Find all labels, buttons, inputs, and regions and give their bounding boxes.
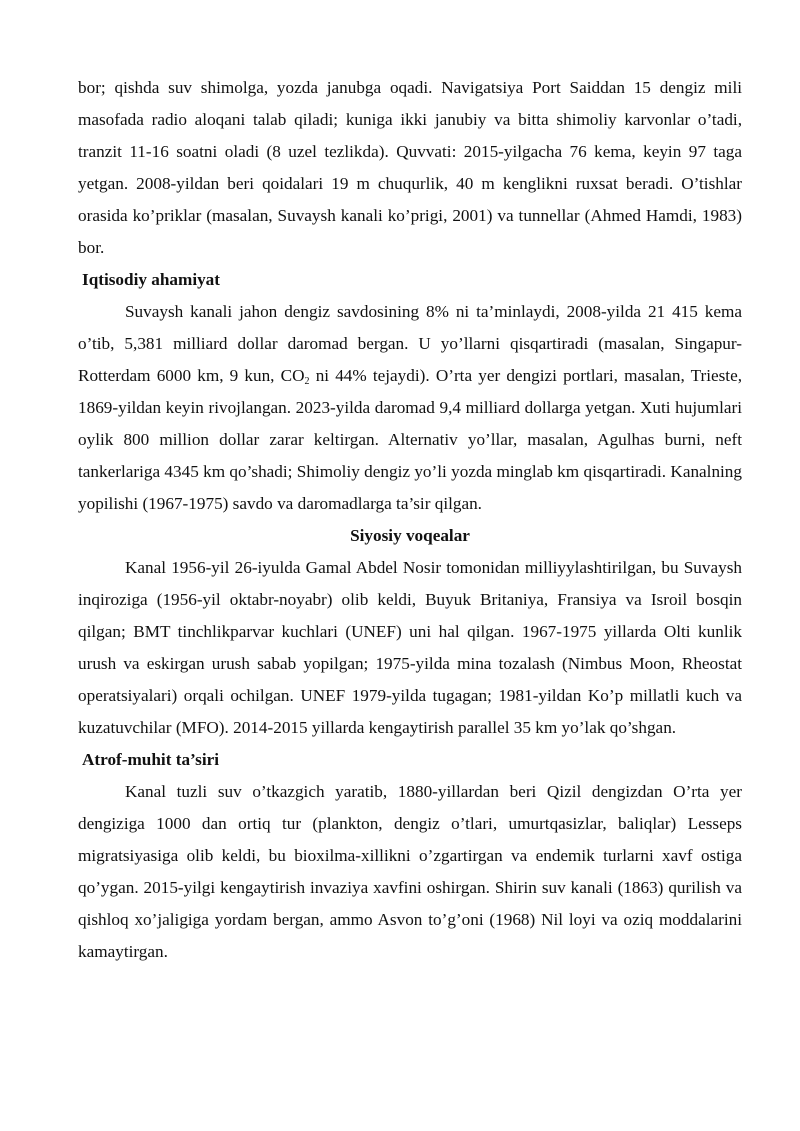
economic-paragraph — [78, 296, 742, 520]
document-page — [78, 72, 742, 968]
section-heading-environment: Atrof-muhit ta’siri — [82, 750, 219, 769]
section-heading-political: Siyosiy voqealar — [350, 526, 470, 545]
economic-text-part-1: Suvaysh kanali jahon dengiz savdosining 8% ni ta’minlaydi, 2008-yilda 21 415 kema o’tib, 5,381 milliard dollar daromad bergan. U yo’llarni qisqartiradi (masalan, Singapur-Rotterdam 6000 km, 9 kun, CO — [78, 302, 742, 385]
intro-paragraph: bor; qishda suv shimolga, yozda janubga oqadi. Navigatsiya Port Saiddan 15 dengiz mili masofada radio aloqani talab qiladi; kuniga ikki janubiy va bitta shimoliy karvonlar o’tadi, tranzit 11-16 soatni oladi (8 uzel tezlikda). Quvvati: 2015-yilgacha 76 kema, keyin 97 taga yetgan. 2008-yildan beri qoidalari 19 m chuqurlik, 40 m kenglikni ruxsat beradi. O’tishlar orasida ko’priklar (masalan, Suvaysh kanali ko’prigi, 2001) va tunnellar (Ahmed Hamdi, 1983) bor. — [78, 78, 742, 257]
political-paragraph: Kanal 1956-yil 26-iyulda Gamal Abdel Nosir tomonidan milliyylashtirilgan, bu Suvaysh inqiroziga (1956-yil oktabr-noyabr) olib keldi, Buyuk Britaniya, Fransiya va Isroil bosqin qilgan; BMT tinchlikparvar kuchlari (UNEF) uni hal qilgan. 1967-1975 yillarda Olti kunlik urush va eskirgan urush sabab yopilgan; 1975-yilda mina tozalash (Nimbus Moon, Rheostat operatsiyalari) orqali ochilgan. UNEF 1979-yilda tugagan; 1981-yildan Ko’p millatli kuch va kuzatuvchilar (MFO). 2014-2015 yillarda kengaytirish parallel 35 km yo’lak qo’shgan. — [78, 558, 742, 737]
environment-paragraph: Kanal tuzli suv o’tkazgich yaratib, 1880-yillardan beri Qizil dengizdan O’rta yer dengiziga 1000 dan ortiq tur (plankton, dengiz o’tlari, umurtqasizlar, baliqlar) Lesseps migratsiyasiga olib keldi, bu bioxilma-xillikni o’zgartirgan va endemik turlarni xavf ostiga qo’ygan. 2015-yilgi kengaytirish invaziya xavfini oshirgan. Shirin suv kanali (1863) qurilish va qishloq xo’jaligiga yordam bergan, ammo Asvon to’g’oni (1968) Nil loyi va oziq moddalarini kamaytirgan. — [78, 782, 742, 961]
section-heading-economic: Iqtisodiy ahamiyat — [82, 270, 221, 289]
co2-subscript: 2 — [304, 376, 310, 387]
economic-text-part-2: ni 44% tejaydi). O’rta yer dengizi portlari, masalan, Trieste, 1869-yildan keyin rivojlangan. 2023-yilda daromad 9,4 milliard dollarga yetgan. Xuti hujumlari oylik 800 million dollar zarar keltirgan. Alternativ yo’llar, masalan, Agulhas burni, neft tankerlariga 4345 km qo’shadi; Shimoliy dengiz yo’li yozda minglab km qisqartiradi. Kanalning yopilishi (1967-1975) savdo va daromadlarga ta’sir qilgan. — [78, 366, 742, 513]
